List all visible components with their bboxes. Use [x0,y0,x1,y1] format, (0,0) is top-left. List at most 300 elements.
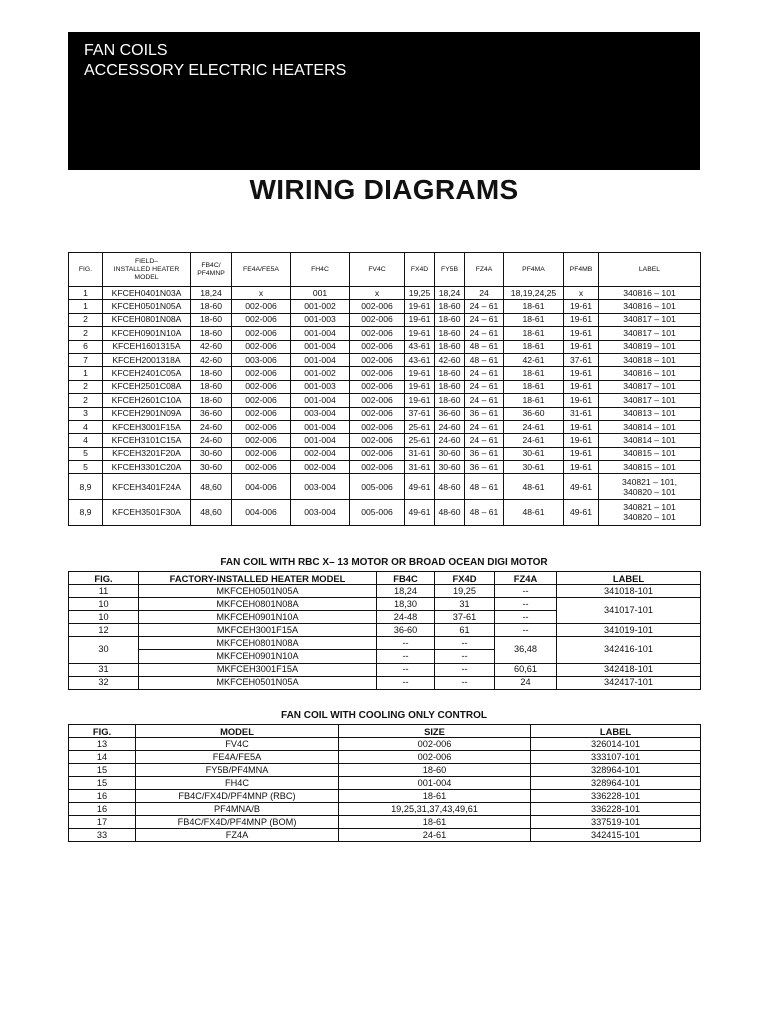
table-cell: 18-60 [435,300,465,313]
cell: -- [495,611,557,624]
table-cell: 18-61 [504,394,564,407]
table-cell: x [564,287,599,300]
cell: -- [495,585,557,598]
cell: 32 [69,676,139,689]
table-cell: 18-61 [339,816,531,829]
table-cell: 002-004 [291,461,350,474]
table-cell: 48 – 61 [465,353,504,366]
table-cell: 340821 – 101 340820 – 101 [599,500,701,526]
table-cell: 002-006 [350,313,405,326]
table-cell: 001-004 [339,777,531,790]
table-cell: 18-60 [435,340,465,353]
table-cell: x [350,287,405,300]
table-row [69,447,701,460]
table-cell: 001-004 [291,394,350,407]
table-cell: KFCEH3201F20A [103,447,191,460]
table-cell: 48 – 61 [465,500,504,526]
table-row [69,624,701,637]
table-cell: 340816 – 101 [599,287,701,300]
table-row [69,500,701,526]
table-cell: 18-60 [191,394,232,407]
table-row [69,598,701,611]
table-cell: 340815 – 101 [599,461,701,474]
table-header-row [69,572,701,585]
table-cell: 18-61 [504,327,564,340]
table-cell: 48-61 [504,474,564,500]
table-cell: 328964-101 [531,764,701,777]
header-cell: FACTORY-INSTALLED HEATER MODEL [139,572,377,585]
cell: 342417-101 [557,676,701,689]
table-cell: KFCEH0901N10A [103,327,191,340]
table-cell: 24-61 [504,434,564,447]
header-cell: FZ4A [465,253,504,287]
table-cell: 6 [69,340,103,353]
table-cell: 002-006 [350,394,405,407]
table-cell: 328964-101 [531,777,701,790]
table-cell: 340818 – 101 [599,353,701,366]
table-cell: 1 [69,367,103,380]
table-cell: 14 [69,751,136,764]
table-cell: 340814 – 101 [599,420,701,433]
table-cell: 30-60 [191,461,232,474]
table-cell: 31-61 [405,461,435,474]
header-cell: FB4C/ PF4MNP [191,253,232,287]
table-cell: 7 [69,353,103,366]
table-cell: 13 [69,738,136,751]
table-cell: KFCEH3101C15A [103,434,191,447]
table-row [69,353,701,366]
cell: 18,30 [377,598,435,611]
table-row [69,663,701,676]
header-cell: PF4MB [564,253,599,287]
table-cell: 18-60 [435,394,465,407]
cell: 24 [495,676,557,689]
header-cell: FIG. [69,725,136,738]
table-cell: 002-006 [232,313,291,326]
factory-installed-heater-table [68,571,701,690]
table-cell: 48 – 61 [465,340,504,353]
table-cell: 002-006 [232,380,291,393]
cell: 31 [69,663,139,676]
cell: 36,48 [495,637,557,663]
table-cell: 326014-101 [531,738,701,751]
table-cell: 002-006 [232,394,291,407]
table-cell: 48 – 61 [465,474,504,500]
header-cell: FZ4A [495,572,557,585]
cell: -- [377,650,435,663]
cell: 341019-101 [557,624,701,637]
table-cell: 002-006 [232,340,291,353]
table-row [69,803,701,816]
table-cell: 19-61 [564,300,599,313]
table-cell: 18-60 [191,313,232,326]
cell: 18,24 [377,585,435,598]
table-cell: 001 [291,287,350,300]
header-cell: LABEL [557,572,701,585]
table-cell: 49-61 [564,500,599,526]
table-cell: 24 – 61 [465,300,504,313]
table-cell: 001-003 [291,380,350,393]
table-cell: 18-60 [191,300,232,313]
table-cell: 30-60 [191,447,232,460]
table-cell: FH4C [136,777,339,790]
table-cell: 19-61 [405,327,435,340]
cell: -- [377,637,435,650]
table-cell: 19-61 [564,394,599,407]
table-row [69,829,701,842]
table-cell: 5 [69,461,103,474]
table-cell: 18-61 [504,313,564,326]
table-cell: 18-61 [504,380,564,393]
table-cell: KFCEH3001F15A [103,420,191,433]
table-cell: 16 [69,790,136,803]
table-cell: 001-002 [291,367,350,380]
table-cell: KFCEH2401C05A [103,367,191,380]
cell: -- [435,676,495,689]
cell: MKFCEH0901N10A [139,650,377,663]
table-cell: 002-006 [350,353,405,366]
table-cell: 337519-101 [531,816,701,829]
table-cell: 36-60 [191,407,232,420]
table-cell: 003-004 [291,474,350,500]
table-cell: 42-60 [191,340,232,353]
table-cell: KFCEH2001318A [103,353,191,366]
table-row [69,738,701,751]
cell: MKFCEH3001F15A [139,624,377,637]
table-cell: 004-006 [232,474,291,500]
table-cell: 002-006 [232,407,291,420]
table-cell: KFCEH0801N08A [103,313,191,326]
table-cell: 19-61 [405,380,435,393]
table-cell: 342415-101 [531,829,701,842]
table-cell: 19-61 [564,420,599,433]
cell: 11 [69,585,139,598]
header-cell: LABEL [599,253,701,287]
header-cell: FE4A/FE5A [232,253,291,287]
cell: 10 [69,611,139,624]
header-cell: FIG. [69,572,139,585]
cell: MKFCEH0901N10A [139,611,377,624]
header-cell: FB4C [377,572,435,585]
table-cell: 43-61 [405,340,435,353]
cell: MKFCEH0801N08A [139,637,377,650]
cell: 24-48 [377,611,435,624]
table-cell: 18-60 [191,380,232,393]
table-cell: 1 [69,300,103,313]
table-cell: 340821 – 101, 340820 – 101 [599,474,701,500]
table-cell: 002-006 [350,461,405,474]
cell: -- [377,663,435,676]
table-cell: 19-61 [405,394,435,407]
table-row [69,790,701,803]
table-cell: 340817 – 101 [599,394,701,407]
table-cell: 24 – 61 [465,394,504,407]
table-cell: 18-60 [339,764,531,777]
table-row [69,474,701,500]
table-cell: PF4MNA/B [136,803,339,816]
table-cell: 333107-101 [531,751,701,764]
cell: -- [495,598,557,611]
table-cell: 336228-101 [531,803,701,816]
cell: -- [435,650,495,663]
table-cell: 36 – 61 [465,447,504,460]
field-installed-heater-table [68,252,701,526]
table-header-row [69,253,701,287]
table-row [69,637,701,650]
table-cell: 24-61 [339,829,531,842]
banner-subtitle: ACCESSORY ELECTRIC HEATERS [84,62,347,79]
cell: MKFCEH3001F15A [139,663,377,676]
table-cell: 48,60 [191,474,232,500]
header-cell: FY5B [435,253,465,287]
table-cell: 24-60 [435,434,465,447]
table-cell: 19-61 [564,313,599,326]
table-cell: 18-60 [191,327,232,340]
table-cell: 30-60 [435,447,465,460]
table-cell: 3 [69,407,103,420]
table-cell: 002-006 [339,751,531,764]
table-cell: FE4A/FE5A [136,751,339,764]
table-cell: 31-61 [564,407,599,420]
table-cell: KFCEH2501C08A [103,380,191,393]
table-cell: 340819 – 101 [599,340,701,353]
table-cell: 001-002 [291,300,350,313]
table-cell: 002-006 [350,327,405,340]
table-cell: 001-004 [291,420,350,433]
table-cell: 18,19,24,25 [504,287,564,300]
cell: 19,25 [435,585,495,598]
table-cell: KFCEH3501F30A [103,500,191,526]
table-cell: 24 [465,287,504,300]
cell: 60,61 [495,663,557,676]
table-cell: 49-61 [405,474,435,500]
table-cell: 002-006 [232,420,291,433]
cell: 61 [435,624,495,637]
table-row [69,434,701,447]
cell: -- [435,663,495,676]
table-cell: 19-61 [564,447,599,460]
table-cell: 4 [69,434,103,447]
table-cell: 002-006 [350,434,405,447]
cell: 30 [69,637,139,663]
table-cell: FY5B/PF4MNA [136,764,339,777]
table-row [69,816,701,829]
table-cell: 002-006 [339,738,531,751]
table-cell: 002-006 [232,367,291,380]
table-cell: 43-61 [405,353,435,366]
table-cell: 001-003 [291,313,350,326]
table-cell: 8,9 [69,500,103,526]
table-row [69,585,701,598]
table-cell: 24 – 61 [465,420,504,433]
table-cell: 002-006 [232,300,291,313]
page-title: WIRING DIAGRAMS [249,174,519,205]
header-banner [68,32,700,170]
table-cell: 340817 – 101 [599,380,701,393]
table-row [69,751,701,764]
table-cell: 340817 – 101 [599,313,701,326]
table-cell: FZ4A [136,829,339,842]
table-cell: 18-60 [435,313,465,326]
cell: 37-61 [435,611,495,624]
table-cell: 002-006 [350,367,405,380]
cell: 342418-101 [557,663,701,676]
table-cell: 002-006 [350,340,405,353]
table-cell: 24 – 61 [465,327,504,340]
table-cell: 19-61 [405,367,435,380]
table-row [69,300,701,313]
table-cell: 30-61 [504,461,564,474]
table-cell: 36 – 61 [465,461,504,474]
cell: 341017-101 [557,598,701,624]
table-row [69,420,701,433]
table-cell: 18-61 [504,300,564,313]
table-row [69,313,701,326]
table-cell: 001-004 [291,353,350,366]
table-cell: 36-60 [435,407,465,420]
table-cell: 19,25,31,37,43,49,61 [339,803,531,816]
header-cell: FX4D [435,572,495,585]
table-cell: 19-61 [564,327,599,340]
table-cell: FV4C [136,738,339,751]
table-cell: 33 [69,829,136,842]
table-cell: 48,60 [191,500,232,526]
table-cell: 19-61 [564,380,599,393]
table-cell: 340816 – 101 [599,367,701,380]
header-cell: FIG. [69,253,103,287]
table-cell: 15 [69,764,136,777]
table-cell: 002-004 [291,447,350,460]
table-cell: 24 – 61 [465,434,504,447]
table-cell: KFCEH0401N03A [103,287,191,300]
table-cell: 340817 – 101 [599,327,701,340]
table-cell: 002-006 [232,461,291,474]
header-cell: LABEL [531,725,701,738]
table-row [69,777,701,790]
table-cell: 48-60 [435,474,465,500]
table-cell: KFCEH3301C20A [103,461,191,474]
cell: -- [435,637,495,650]
table-row [69,380,701,393]
table-header-row [69,725,701,738]
table-cell: 24 – 61 [465,380,504,393]
table-cell: 36-60 [504,407,564,420]
table-cell: 002-006 [232,434,291,447]
table-cell: 17 [69,816,136,829]
table-cell: 19-61 [405,300,435,313]
table-cell: 19-61 [564,340,599,353]
table-cell: 25-61 [405,434,435,447]
cell: -- [377,676,435,689]
cell: 31 [435,598,495,611]
table-row [69,407,701,420]
table-row [69,327,701,340]
table-cell: 30-60 [435,461,465,474]
table-row [69,287,701,300]
table-cell: KFCEH0501N05A [103,300,191,313]
table-cell: KFCEH1601315A [103,340,191,353]
table-cell: FB4C/FX4D/PF4MNP (RBC) [136,790,339,803]
table-cell: 49-61 [405,500,435,526]
table-row [69,394,701,407]
cell: MKFCEH0501N05A [139,676,377,689]
table-row [69,461,701,474]
cell: 36-60 [377,624,435,637]
table-cell: 19-61 [564,367,599,380]
table-cell: 005-006 [350,500,405,526]
table-cell: 4 [69,420,103,433]
table-cell: 002-006 [350,300,405,313]
cell: MKFCEH0801N08A [139,598,377,611]
header-cell: FV4C [350,253,405,287]
table-cell: x [232,287,291,300]
cell: 342416-101 [557,637,701,663]
table-cell: 18-61 [504,367,564,380]
table-cell: 005-006 [350,474,405,500]
table-cell: 18-61 [339,790,531,803]
table-cell: 37-61 [405,407,435,420]
header-cell: FIELD– INSTALLED HEATER MODEL [103,253,191,287]
table-cell: 24-60 [435,420,465,433]
table-cell: 2 [69,380,103,393]
cell: 341018-101 [557,585,701,598]
table-cell: KFCEH3401F24A [103,474,191,500]
table-cell: 24-60 [191,420,232,433]
table-cell: 18,24 [191,287,232,300]
table-cell: 42-60 [191,353,232,366]
table-row [69,340,701,353]
table-cell: 340813 – 101 [599,407,701,420]
table-cell: 19-61 [405,313,435,326]
table-cell: 340816 – 101 [599,300,701,313]
table-cell: 001-004 [291,327,350,340]
table-cell: 30-61 [504,447,564,460]
table-cell: 002-006 [350,407,405,420]
table-cell: 37-61 [564,353,599,366]
table-cell: 19,25 [405,287,435,300]
table-cell: 24-61 [504,420,564,433]
table-cell: 19-61 [564,434,599,447]
table-cell: 18,24 [435,287,465,300]
table-row [69,367,701,380]
table-cell: 18-60 [435,380,465,393]
table-cell: 2 [69,327,103,340]
table-row [69,676,701,689]
cell: -- [495,624,557,637]
table-cell: 24-60 [191,434,232,447]
header-cell: PF4MA [504,253,564,287]
table-cell: 001-004 [291,434,350,447]
table-cell: 24 – 61 [465,313,504,326]
table-cell: 340814 – 101 [599,434,701,447]
table-cell: 001-004 [291,340,350,353]
table-cell: 002-006 [350,380,405,393]
table-cell: 336228-101 [531,790,701,803]
cell: 10 [69,598,139,611]
table-cell: 36 – 61 [465,407,504,420]
section-title-rbc-motor: FAN COIL WITH RBC X– 13 MOTOR OR BROAD OCEAN DIGI MOTOR [220,557,548,568]
table-cell: 002-006 [232,327,291,340]
table-cell: 003-004 [291,500,350,526]
table-cell: 003-004 [291,407,350,420]
table-cell: KFCEH2601C10A [103,394,191,407]
banner-title: FAN COILS [84,42,168,59]
table-cell: 003-006 [232,353,291,366]
table-cell: 25-61 [405,420,435,433]
cooling-only-table [68,724,701,842]
table-cell: 2 [69,313,103,326]
table-cell: 340815 – 101 [599,447,701,460]
